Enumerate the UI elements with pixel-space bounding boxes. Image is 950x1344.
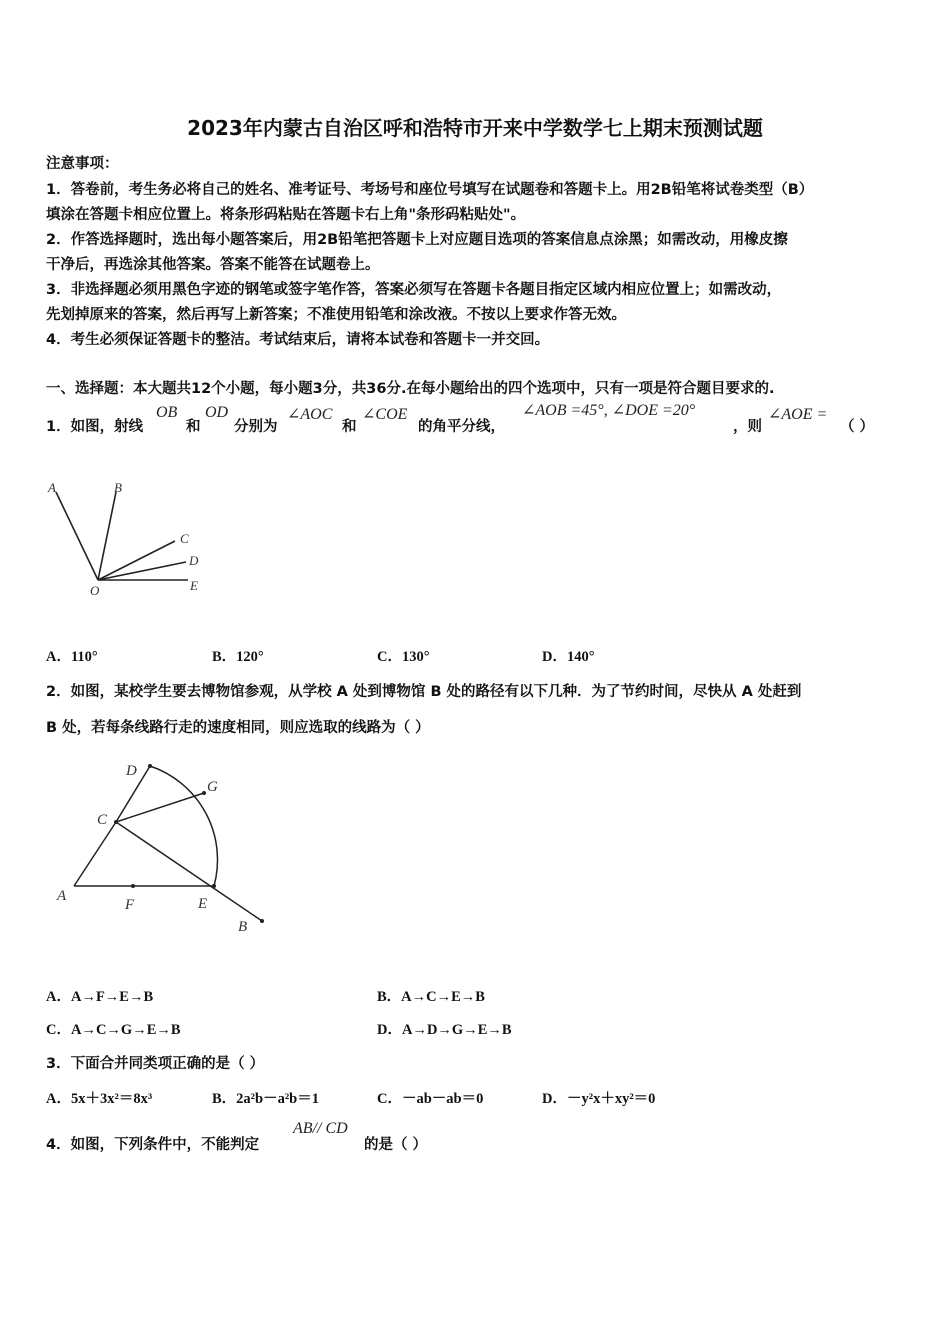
section-heading: 一、选择题：本大题共12个小题，每小题3分，共36分.在每小题给出的四个选项中，只有一项是符合题目要求的. xyxy=(46,381,775,397)
ray-ob xyxy=(98,492,116,580)
q1-option-a: A．110° xyxy=(46,649,98,665)
page-title: 2023年内蒙古自治区呼和浩特市开来中学数学七上期末预测试题 xyxy=(187,116,763,140)
q4-text-1: 4．如图，下列条件中，不能判定 xyxy=(46,1137,260,1153)
q2-stem-line-2: B 处，若每条线路行走的速度相同，则应选取的线路为（ ） xyxy=(46,720,430,736)
label-f: F xyxy=(125,897,135,913)
segment-cg xyxy=(116,793,204,822)
label-e: E xyxy=(190,578,198,593)
q1-option-d: D．140° xyxy=(542,649,595,665)
q1-math-given: ∠AOB =45°, ∠DOE =20° xyxy=(522,402,696,419)
q1-text-3: 分别为 xyxy=(234,419,278,435)
label-c: C xyxy=(180,531,189,546)
q3-option-a: A．5x＋3x²＝8x³ xyxy=(46,1091,153,1107)
ray-oc xyxy=(98,541,175,580)
q3-option-b: B．2a²b－a²b＝1 xyxy=(212,1091,319,1107)
q1-option-c: C．130° xyxy=(377,649,430,665)
q4-text-2: 的是（ ） xyxy=(364,1137,428,1153)
q2-option-d: D．A→D→G→E→B xyxy=(377,1022,512,1038)
q2-figure xyxy=(50,755,280,940)
notice-line-3: 2．作答选择题时，选出每小题答案后，用2B铅笔把答题卡上对应题目选项的答案信息点涂黑；如需改动，用橡皮擦 xyxy=(46,232,788,248)
label-e: E xyxy=(198,896,208,912)
q4-math-ab-cd: AB// CD xyxy=(293,1120,348,1137)
q2-option-b: B．A→C→E→B xyxy=(377,989,485,1005)
q3-stem: 3．下面合并同类项正确的是（ ） xyxy=(46,1056,265,1072)
label-d: D xyxy=(126,763,137,779)
q1-math-aoe: ∠AOE = xyxy=(768,406,828,423)
ray-od xyxy=(98,562,186,580)
q1-text-6: ，则 xyxy=(733,419,762,435)
q1-text-4: 和 xyxy=(342,419,357,435)
label-a: A xyxy=(48,480,56,495)
label-a: A xyxy=(57,888,67,904)
notice-heading: 注意事项： xyxy=(46,156,119,172)
q2-stem-line-1: 2．如图，某校学生要去博物馆参观，从学校 A 处到博物馆 B 处的路径有以下几种．为了节约时间，尽快从 A 处赶到 xyxy=(46,684,802,700)
q1-math-od: OD xyxy=(205,404,229,421)
label-d: D xyxy=(189,553,199,568)
label-b: B xyxy=(238,919,248,935)
q1-math-ob: OB xyxy=(156,404,178,421)
q3-option-c: C．－ab－ab＝0 xyxy=(377,1091,484,1107)
notice-line-4: 干净后，再选涂其他答案。答案不能答在试题卷上。 xyxy=(46,257,380,273)
segment-ac xyxy=(74,822,116,886)
q1-text-5: 的角平分线， xyxy=(418,419,505,435)
label-g: G xyxy=(207,779,218,795)
notice-line-2: 填涂在答题卡相应位置上。将条形码粘贴在答题卡右上角"条形码粘贴处"。 xyxy=(46,207,526,223)
q1-option-b: B．120° xyxy=(212,649,264,665)
q3-option-d: D．－y²x＋xy²＝0 xyxy=(542,1091,656,1107)
q2-option-c: C．A→C→G→E→B xyxy=(46,1022,181,1038)
q1-answer-paren: （ ） xyxy=(840,419,875,435)
q1-figure xyxy=(40,470,220,610)
label-o: O xyxy=(90,583,100,598)
label-b: B xyxy=(114,480,122,495)
q1-math-coe: ∠COE xyxy=(362,406,408,423)
notice-line-1: 1．答卷前，考生务必将自己的姓名、准考证号、考场号和座位号填写在试题卷和答题卡上。用2B铅笔将试卷类型（B） xyxy=(46,182,814,198)
q2-option-a: A．A→F→E→B xyxy=(46,989,154,1005)
label-c: C xyxy=(97,812,108,828)
ray-oa xyxy=(56,492,98,580)
q1-text-2: 和 xyxy=(186,419,201,435)
segment-cb xyxy=(116,822,262,921)
q1-math-aoc: ∠AOC xyxy=(287,406,333,423)
notice-line-7: 4．考生必须保证答题卡的整洁。考试结束后，请将本试卷和答题卡一并交回。 xyxy=(46,332,550,348)
notice-line-5: 3．非选择题必须用黑色字迹的钢笔或签字笔作答，答案必须写在答题卡各题目指定区域内相应位置上；如需改动， xyxy=(46,282,782,298)
q1-text-1: 1．如图，射线 xyxy=(46,419,144,435)
notice-line-6: 先划掉原来的答案，然后再写上新答案；不准使用铅笔和涂改液。不按以上要求作答无效。 xyxy=(46,307,626,323)
